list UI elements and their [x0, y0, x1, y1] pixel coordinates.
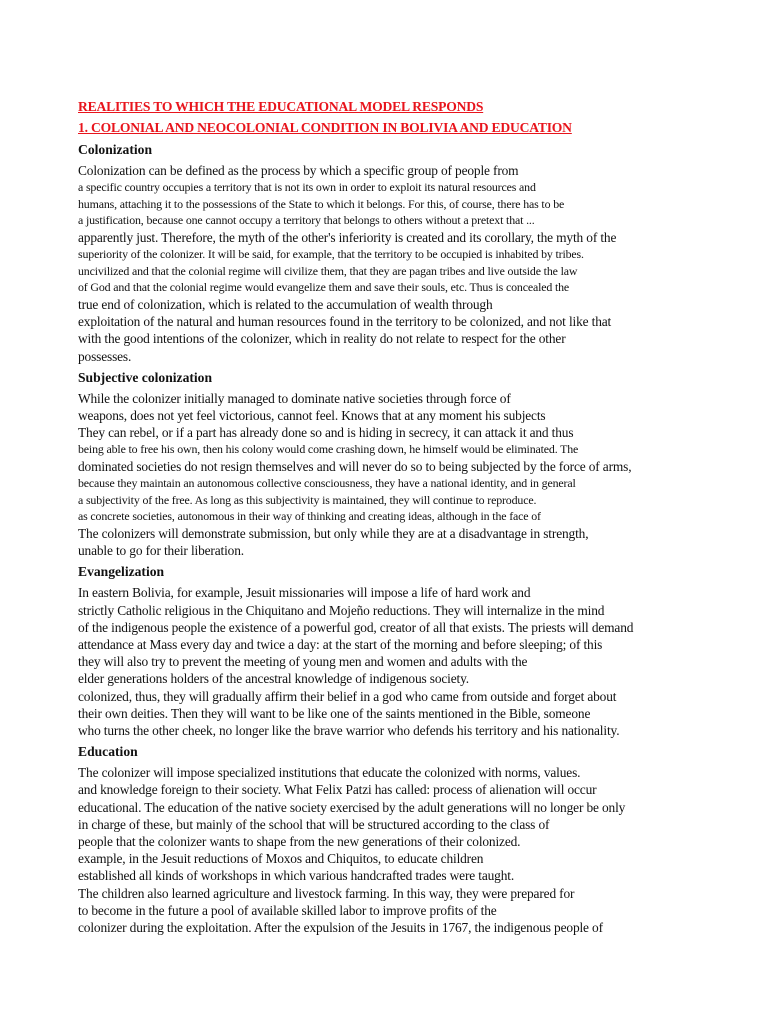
text-line: as concrete societies, autonomous in their way of thinking and creating ideas, although in the face of — [78, 509, 541, 524]
text-line: The colonizers will demonstrate submission, but only while they are at a disadvantage in strength, — [78, 525, 589, 541]
text-line: weapons, does not yet feel victorious, cannot feel. Knows that at any moment his subjects — [78, 407, 546, 423]
text-line: who turns the other cheek, no longer like the brave warrior who defends his territory and his nationality. — [78, 723, 620, 738]
text-line: established all kinds of workshops in which various handcrafted trades were taught. — [78, 868, 515, 884]
text-line: unable to go for their liberation. — [78, 543, 244, 559]
paragraph-subjective-colonization — [78, 390, 718, 560]
text-line: of God and that the colonial regime would evangelize them and save their souls, etc. Thus is concealed the — [78, 280, 570, 295]
text-line: superiority of the colonizer. It will be said, for example, that the territory to be occupied is inhabited by tribes. — [78, 247, 584, 262]
text-line: and knowledge foreign to their society. What Felix Patzi has called: process of alienation will occur — [78, 782, 597, 798]
text-line: dominated societies do not resign themselves and will never do so to being subjected by the force of arms, — [78, 458, 632, 474]
text-line: because they maintain an autonomous collective consciousness, they have a national identity, and in general — [78, 476, 576, 491]
text-line: While the colonizer initially managed to dominate native societies through force of — [78, 390, 511, 406]
text-line: apparently just. Therefore, the myth of the other's inferiority is created and its corollary, the myth of the — [78, 229, 617, 245]
section-heading-education: Education — [78, 744, 138, 760]
section-heading-evangelization: Evangelization — [78, 564, 165, 580]
section-heading-subjective-colonization: Subjective colonization — [78, 369, 213, 385]
text-line: a justification, because one cannot occupy a territory that belongs to others without a pretext that ... — [78, 213, 535, 228]
text-line: educational. The education of the native society exercised by the adult generations will no longer be only — [78, 799, 626, 815]
text-line: with the good intentions of the colonizer, which in reality do not relate to respect for the other — [78, 331, 566, 347]
text-line: uncivilized and that the colonial regime will civilize them, that they are pagan tribes and live outside the law — [78, 263, 578, 278]
paragraph-colonization — [78, 162, 718, 365]
text-line: true end of colonization, which is related to the accumulation of wealth through — [78, 296, 493, 312]
text-line: example, in the Jesuit reductions of Moxos and Chiquitos, to educate children — [78, 851, 484, 867]
text-line: Colonization can be defined as the process by which a specific group of people from — [78, 163, 519, 178]
text-line: attendance at Mass every day and twice a day: at the start of the morning and before sleeping; of this — [78, 636, 603, 652]
chapter-title: 1. COLONIAL AND NEOCOLONIAL CONDITION IN BOLIVIA AND EDUCATION — [78, 120, 572, 135]
text-line: In eastern Bolivia, for example, Jesuit missionaries will impose a life of hard work and — [78, 585, 531, 601]
main-title: REALITIES TO WHICH THE EDUCATIONAL MODEL RESPONDS — [78, 99, 484, 114]
paragraph-education — [78, 764, 718, 936]
text-line: exploitation of the natural and human resources found in the territory to be colonized, and not like that — [78, 314, 612, 330]
text-line: a specific country occupies a territory that is not its own in order to exploit its natural resources and — [78, 180, 536, 195]
text-line: in charge of these, but mainly of the school that will be structured according to the class of — [78, 816, 550, 832]
text-line: being able to free his own, then his colony would come crashing down, he himself would be eliminated. The — [78, 442, 579, 457]
text-line: to become in the future a pool of available skilled labor to improve profits of the — [78, 902, 497, 918]
text-line: colonizer during the exploitation. After the expulsion of the Jesuits in 1767, the indigenous people of — [78, 920, 603, 936]
paragraph-evangelization — [78, 584, 718, 739]
text-line: of the indigenous people the existence of a powerful god, creator of all that exists. The priests will demand — [78, 619, 634, 635]
text-line: humans, attaching it to the possessions of the State to which it belongs. For this, of course, there has to be — [78, 196, 565, 211]
text-line: people that the colonizer wants to shape from the new generations of their colonized. — [78, 834, 521, 850]
text-line: strictly Catholic religious in the Chiquitano and Mojeño reductions. They will internalize in the mind — [78, 602, 605, 618]
text-line: they will also try to prevent the meeting of young men and women and adults with the — [78, 654, 528, 670]
text-line: The colonizer will impose specialized institutions that educate the colonized with norms, values. — [78, 765, 581, 781]
text-line: possesses. — [78, 348, 132, 364]
section-heading-colonization: Colonization — [78, 142, 153, 157]
text-line: The children also learned agriculture and livestock farming. In this way, they were prepared for — [78, 885, 575, 901]
text-line: their own deities. Then they will want to be like one of the saints mentioned in the Bible, someone — [78, 705, 591, 721]
document-page — [78, 96, 718, 940]
text-line: elder generations holders of the ancestral knowledge of indigenous society. — [78, 671, 469, 687]
text-line: colonized, thus, they will gradually affirm their belief in a god who came from outside and forget about — [78, 688, 617, 704]
text-line: They can rebel, or if a part has already done so and is hiding in secrecy, it can attack it and thus — [78, 425, 574, 441]
text-line: a subjectivity of the free. As long as this subjectivity is maintained, they will continue to reproduce. — [78, 492, 537, 507]
